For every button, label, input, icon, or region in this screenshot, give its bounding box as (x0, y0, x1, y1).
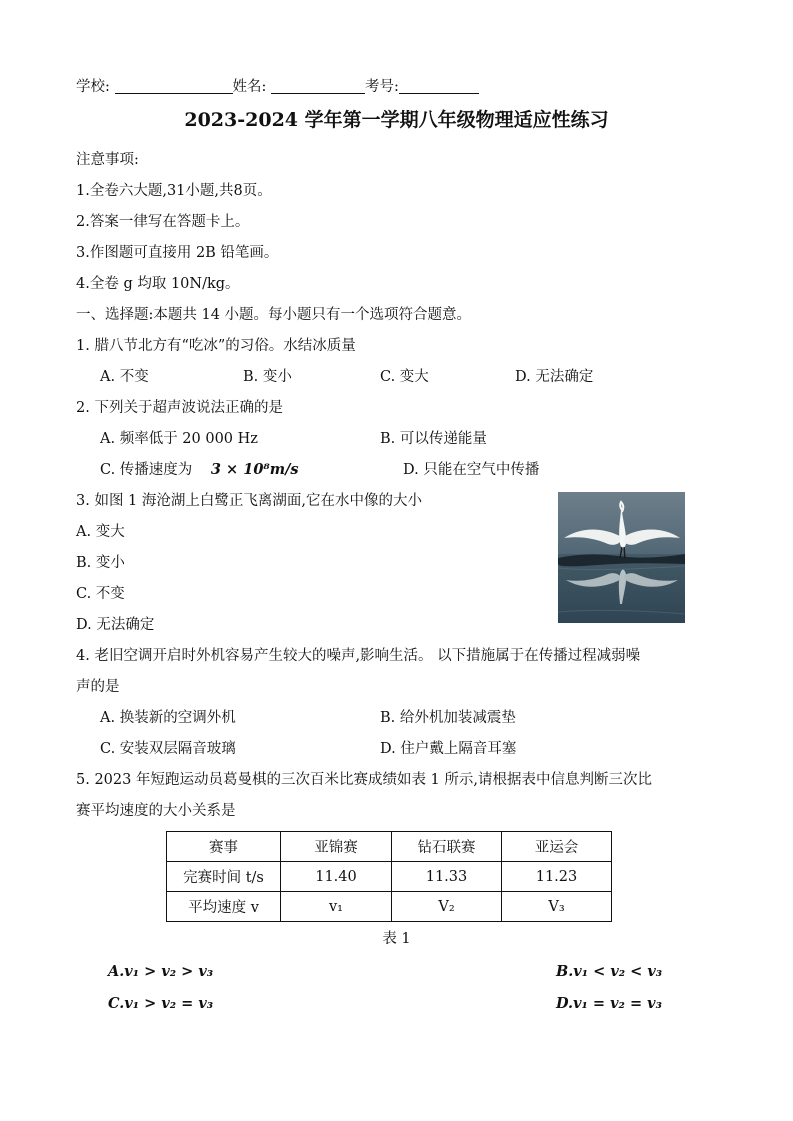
name-field[interactable] (271, 78, 365, 94)
q3-option-a[interactable]: A. 变大 (76, 524, 125, 540)
q1-option-b[interactable]: B. 变小 (243, 369, 292, 385)
table-row (167, 862, 612, 892)
egret-photo-drawing (558, 492, 685, 623)
table-cell: 11.23 (502, 862, 612, 892)
note-item: 4.全卷 g 均取 10N/kg。 (76, 276, 240, 292)
table-cell: 11.40 (281, 862, 392, 892)
q4-option-d[interactable]: D. 住户戴上隔音耳塞 (380, 741, 517, 757)
name-label: 姓名: (232, 79, 267, 95)
q2-option-b[interactable]: B. 可以传递能量 (380, 431, 487, 447)
exam-no-field[interactable] (399, 78, 479, 94)
table-caption: 表 1 (382, 931, 411, 947)
table-cell: 平均速度 v (167, 892, 281, 922)
question-2-stem: 2. 下列关于超声波说法正确的是 (76, 400, 283, 416)
q1-option-a[interactable]: A. 不变 (100, 369, 149, 385)
q5-option-c[interactable]: C.v₁ > v₂ = v₃ (108, 995, 214, 1012)
speed-formula: 3 × 10⁸m/s (210, 461, 299, 478)
question-5-stem-cont: 赛平均速度的大小关系是 (76, 803, 236, 819)
q2-option-d[interactable]: D. 只能在空气中传播 (403, 462, 540, 478)
table-header-cell: 赛事 (167, 832, 281, 862)
q1-option-c[interactable]: C. 变大 (380, 369, 429, 385)
q4-option-b[interactable]: B. 给外机加装减震垫 (380, 710, 516, 726)
table-header-cell: 亚运会 (502, 832, 612, 862)
q2-option-c[interactable] (100, 460, 299, 480)
notes-heading: 注意事项: (76, 152, 139, 168)
school-field[interactable] (115, 78, 233, 94)
table-header-row (167, 832, 612, 862)
table-header-cell: 钻石联赛 (392, 832, 502, 862)
q5-option-a[interactable]: A.v₁ > v₂ > v₃ (108, 963, 214, 980)
question-1-stem: 1. 腊八节北方有“吃冰”的习俗。水结冰质量 (76, 338, 356, 354)
q4-option-a[interactable]: A. 换装新的空调外机 (100, 710, 236, 726)
table-header-cell: 亚锦赛 (281, 832, 392, 862)
section-heading: 一、选择题:本题共 14 小题。每小题只有一个选项符合题意。 (76, 307, 472, 323)
q3-option-b[interactable]: B. 变小 (76, 555, 125, 571)
question-3-stem: 3. 如图 1 海沧湖上白鹭正飞离湖面,它在水中像的大小 (76, 493, 422, 509)
question-5-stem: 5. 2023 年短跑运动员葛曼棋的三次百米比赛成绩如表 1 所示,请根据表中信息判断三次比 (76, 772, 653, 788)
table-cell: 完赛时间 t/s (167, 862, 281, 892)
q1-option-d[interactable]: D. 无法确定 (515, 369, 594, 385)
note-item: 1.全卷六大题,31小题,共8页。 (76, 183, 272, 199)
q3-option-c[interactable]: C. 不变 (76, 586, 125, 602)
question-4-stem: 4. 老旧空调开启时外机容易产生较大的噪声,影响生活。 以下措施属于在传播过程减弱噪 (76, 648, 641, 664)
q2-option-a[interactable]: A. 频率低于 20 000 Hz (100, 431, 258, 447)
table-cell: V₂ (392, 892, 502, 922)
note-item: 3.作图题可直接用 2B 铅笔画。 (76, 245, 279, 261)
school-label: 学校: (76, 79, 110, 95)
q3-option-d[interactable]: D. 无法确定 (76, 617, 155, 633)
question-4-stem-cont: 声的是 (76, 679, 120, 695)
q2-option-c-label: C. 传播速度为 (100, 462, 193, 478)
q5-option-b[interactable]: B.v₁ < v₂ < v₃ (556, 963, 663, 980)
table-cell: 11.33 (392, 862, 502, 892)
q5-option-d[interactable]: D.v₁ = v₂ = v₃ (556, 995, 662, 1012)
q4-option-c[interactable]: C. 安装双层隔音玻璃 (100, 741, 236, 757)
table-cell: V₃ (502, 892, 612, 922)
exam-no-label: 考号: (365, 79, 399, 95)
note-item: 2.答案一律写在答题卡上。 (76, 214, 250, 230)
egret-photo (558, 492, 685, 623)
student-info-line (76, 77, 479, 97)
page-title: 2023-2024 学年第一学期八年级物理适应性练习 (184, 109, 609, 131)
table-cell: v₁ (281, 892, 392, 922)
results-table (166, 831, 612, 922)
table-row (167, 892, 612, 922)
